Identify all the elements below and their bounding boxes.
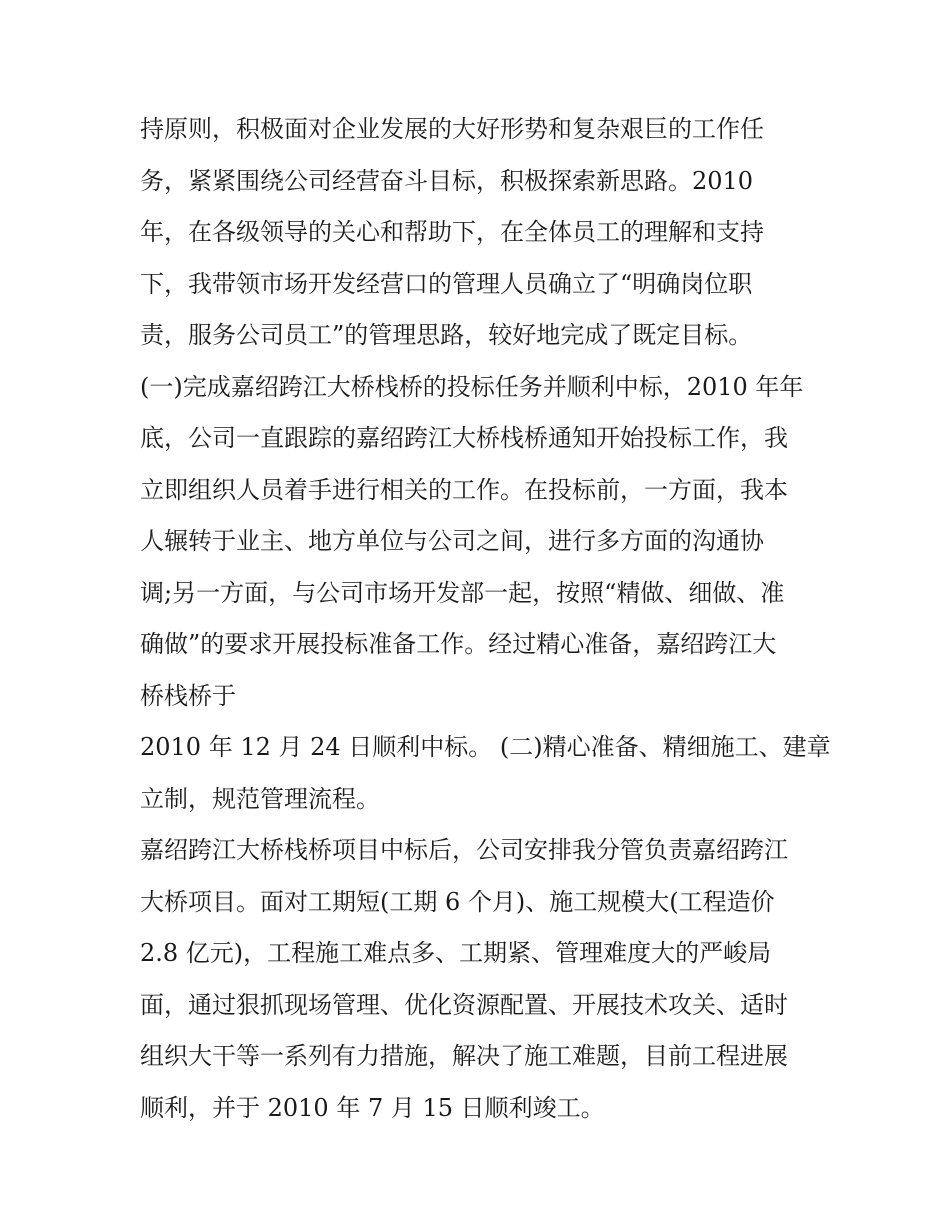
- text-line: 2010 年 12 月 24 日顺利中标。 (二)精心准备、精细施工、建章: [140, 733, 831, 761]
- text-line: 大桥项目。面对工期短(工期 6 个月)、施工规模大(工程造价: [140, 887, 775, 916]
- text-line: 组织大干等一系列有力措施，解决了施工难题，目前工程进展: [140, 1042, 788, 1070]
- text-line: 面，通过狠抓现场管理、优化资源配置、开展技术攻关、适时: [140, 990, 788, 1019]
- text-line: 持原则，积极面对企业发展的大好形势和复杂艰巨的工作任: [140, 115, 764, 143]
- text-line: 底，公司一直跟踪的嘉绍跨江大桥栈桥通知开始投标工作，我: [140, 424, 788, 452]
- text-line: 调;另一方面，与公司市场开发部一起，按照“精做、细做、准: [140, 578, 785, 607]
- text-line: 务，紧紧围绕公司经营奋斗目标，积极探索新思路。2010: [140, 166, 754, 195]
- text-line: 下，我带领市场开发经营口的管理人员确立了“明确岗位职: [140, 269, 753, 298]
- text-line: (一)完成嘉绍跨江大桥栈桥的投标任务并顺利中标，2010 年年: [140, 372, 804, 401]
- text-line: 立即组织人员着手进行相关的工作。在投标前，一方面，我本: [140, 475, 788, 504]
- text-line: 确做”的要求开展投标准备工作。经过精心准备，嘉绍跨江大: [140, 630, 777, 658]
- text-line: 2.8 亿元)，工程施工难点多、工期紧、管理难度大的严峻局: [140, 939, 772, 967]
- text-line: 桥栈桥于: [140, 681, 236, 710]
- text-line: 立制，规范管理流程。: [140, 784, 380, 813]
- text-line: 顺利，并于 2010 年 7 月 15 日顺利竣工。: [140, 1093, 605, 1122]
- text-line: 嘉绍跨江大桥栈桥项目中标后，公司安排我分管负责嘉绍跨江: [140, 836, 788, 864]
- document-body: [140, 104, 830, 1134]
- text-line: 人辗转于业主、地方单位与公司之间，进行多方面的沟通协: [140, 527, 764, 555]
- text-line: 年，在各级领导的关心和帮助下，在全体员工的理解和支持: [140, 218, 764, 246]
- text-line: 责，服务公司员工”的管理思路，较好地完成了既定目标。: [140, 321, 753, 349]
